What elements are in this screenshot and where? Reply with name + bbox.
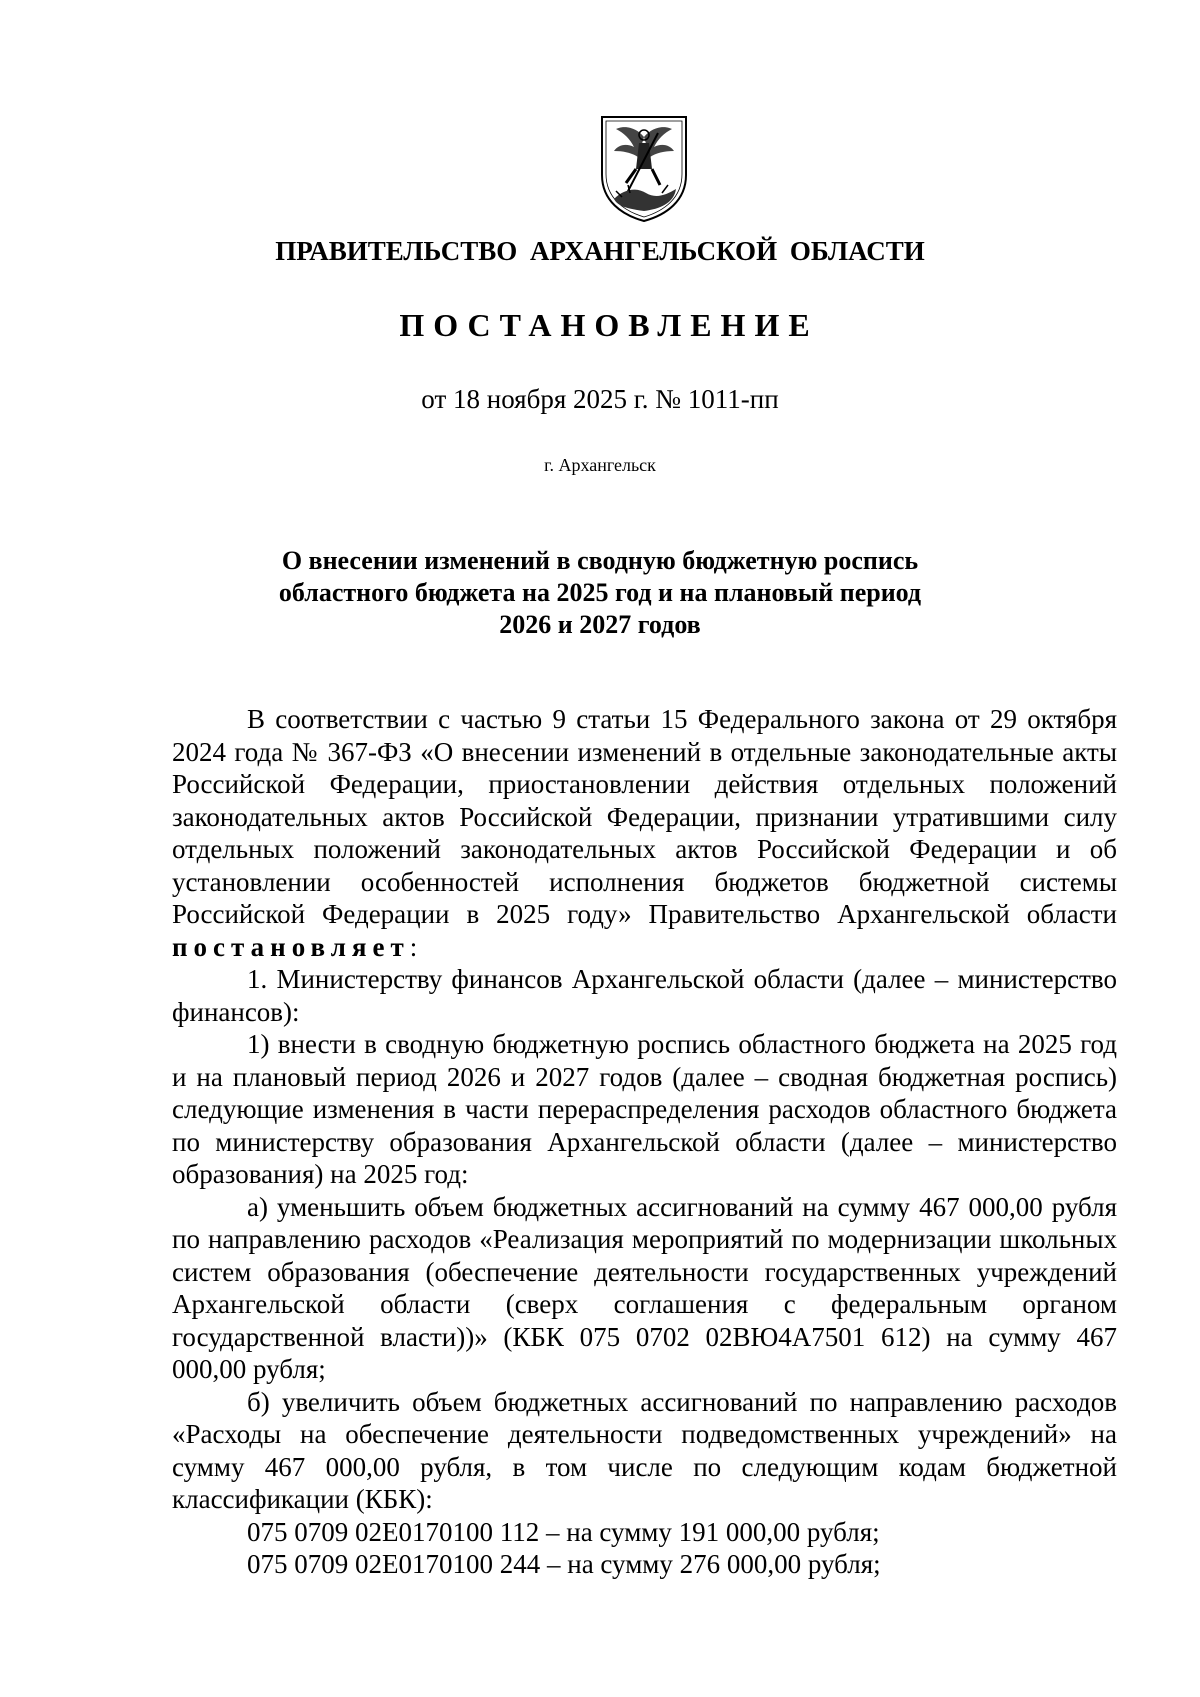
title-line: 2026 и 2027 годов <box>499 610 701 639</box>
arkhangelsk-coat-of-arms-icon <box>596 113 692 224</box>
kbk-line: 075 0709 02Е0170100 112 – на сумму 191 000,00 рубля; <box>247 1516 880 1547</box>
title-line: областного бюджета на 2025 год и на плановый период <box>278 578 922 607</box>
document-date-number: от 18 ноября 2025 г. № 1011-пп <box>421 384 779 414</box>
preamble-paragraph <box>172 703 1117 963</box>
organization-name: ПРАВИТЕЛЬСТВО АРХАНГЕЛЬСКОЙ ОБЛАСТИ <box>275 236 925 266</box>
title-line: О внесении изменений в сводную бюджетную роспись <box>281 546 919 575</box>
issue-city: г. Архангельск <box>544 455 656 475</box>
resolves-suffix: : <box>409 931 418 962</box>
item-1-1-paragraph: 1) внести в сводную бюджетную роспись областного бюджета на 2025 год и на плановый период 2026 и 2027 годов (далее – сводная бюджетная роспись) следующие изменения в части перераспределения расходов областного бюджета по министерству образования Архангельской области (далее – министерство образования) на 2025 год: <box>172 1029 1117 1189</box>
document-title <box>0 545 1200 641</box>
resolves-word: постановляет <box>172 931 410 962</box>
document-type: ПОСТАНОВЛЕНИЕ <box>399 307 819 343</box>
document-body <box>172 703 1117 1581</box>
kbk-line: 075 0709 02Е0170100 244 – на сумму 276 000,00 рубля; <box>247 1549 881 1579</box>
preamble-text: В соответствии с частью 9 статьи 15 Федерального закона от 29 октября 2024 года № 367-ФЗ «О внесении изменений в отдельные законодательные акты Российской Федерации, приостановлении действия отдельных положений законодательных актов Российской Федерации, признании утратившими силу отдельных положений законодательных актов Российской Федерации и об установлении особенностей исполнения бюджетов бюджетной системы Российской Федерации в 2025 году» Правительство Архангельской области <box>172 704 1117 929</box>
item-a-paragraph: а) уменьшить объем бюджетных ассигнований на сумму 467 000,00 рубля по направлению расходов «Реализация мероприятий по модернизации школьных систем образования (обеспечение деятельности государственных учреждений Архангельской области (сверх соглашения с федеральным органом государственной власти))» (КБК 075 0702 02ВЮ4А7501 612) на сумму 467 000,00 рубля; <box>172 1191 1117 1384</box>
item-b-paragraph: б) увеличить объем бюджетных ассигнований по направлению расходов «Расходы на обеспечение деятельности подведомственных учреждений» на сумму 467 000,00 рубля, в том числе по следующим кодам бюджетной классификации (КБК): <box>172 1386 1117 1514</box>
item-1-paragraph: 1. Министерству финансов Архангельской области (далее – министерство финансов): <box>172 964 1117 1027</box>
